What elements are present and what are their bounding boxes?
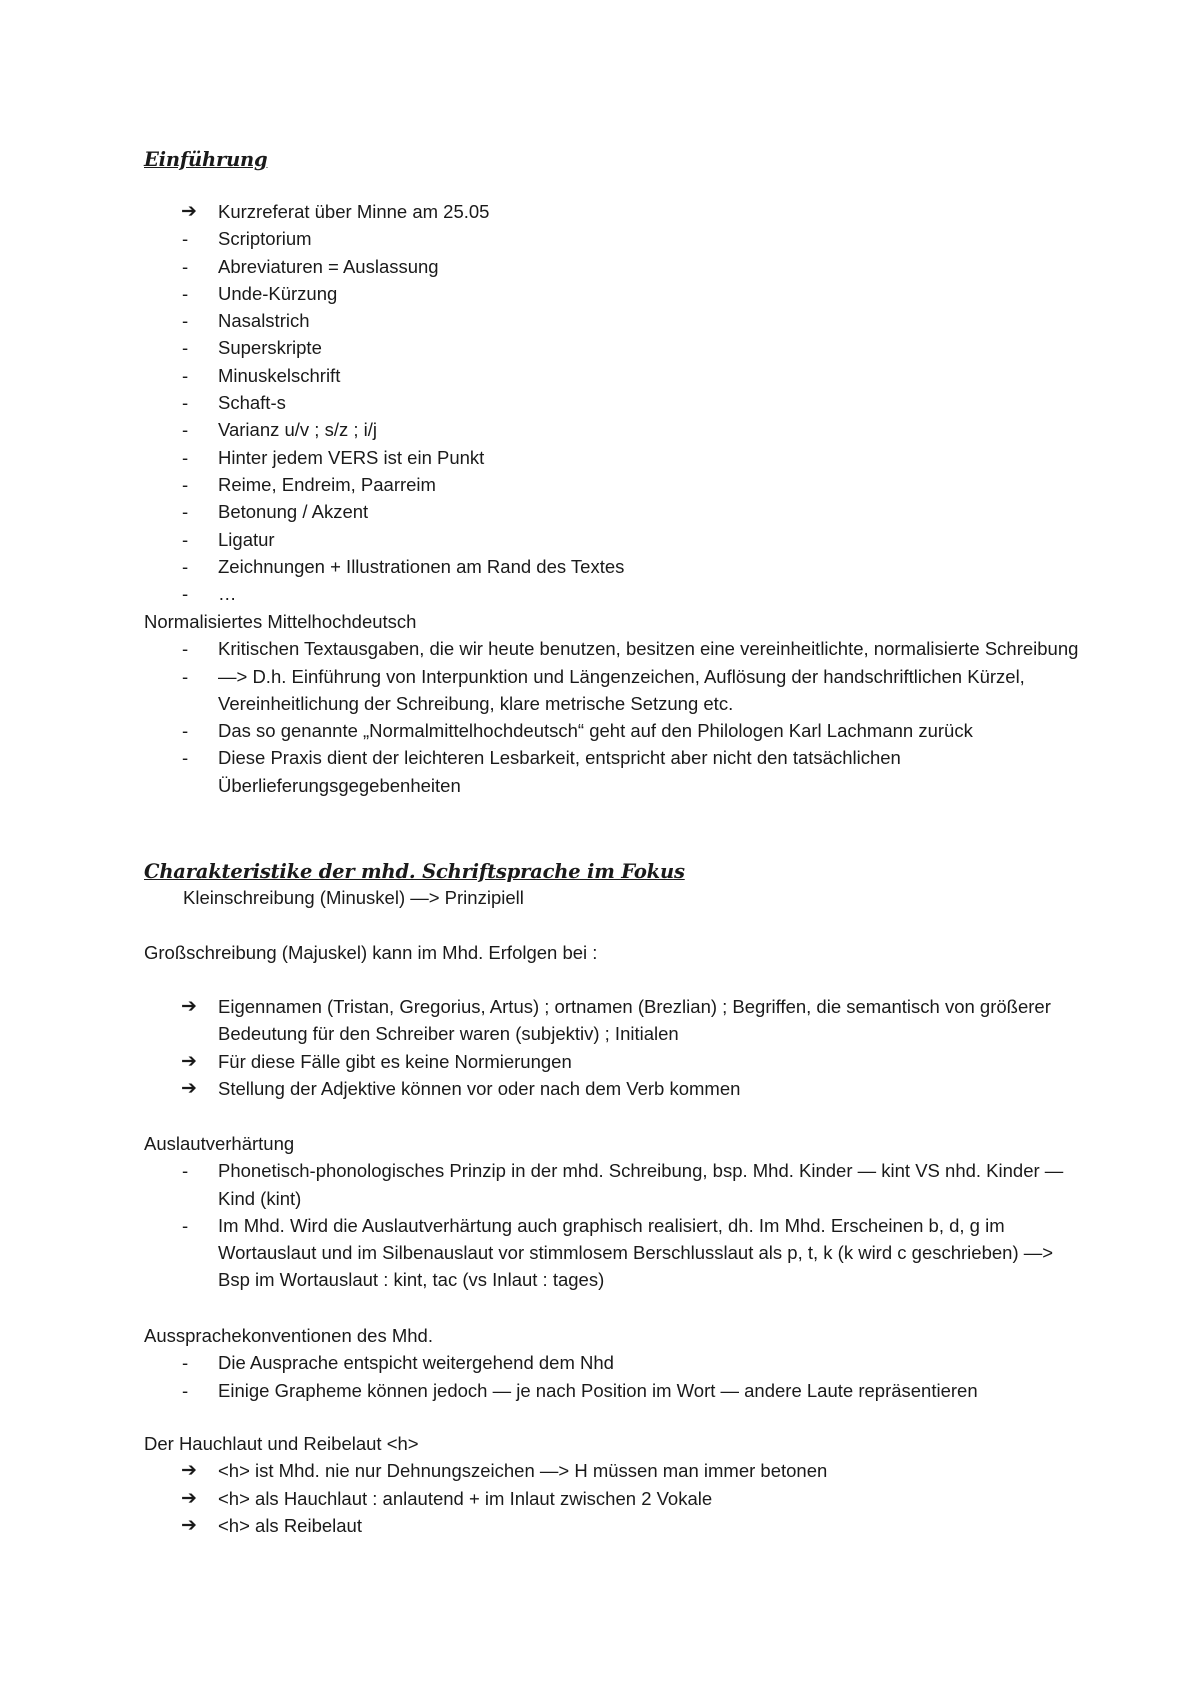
- heading-einfuehrung: Einführung: [144, 148, 268, 171]
- dash-bullet: -: [182, 1160, 189, 1182]
- list-item: ➔ Für diese Fälle gibt es keine Normierungen: [144, 1048, 1080, 1075]
- paragraph: Großschreibung (Majuskel) kann im Mhd. Erfolgen bei :: [144, 941, 598, 963]
- list-item: ➔ Eigennamen (Tristan, Gregorius, Artus) ; ortnamen (Brezlian) ; Begriffen, die semantisch von größerer Bedeutung für den Schreiber waren (subjektiv) ; Initialen: [144, 993, 1080, 1048]
- list-item: - Diese Praxis dient der leichteren Lesbarkeit, entspricht aber nicht den tatsächlichen Überlieferungsgegebenheiten: [144, 744, 1080, 799]
- list-item: - Minuskelschrift: [144, 362, 1080, 389]
- list-item: - Die Ausprache entspicht weitergehend dem Nhd: [144, 1349, 1080, 1376]
- section-title: Auslautverhärtung: [144, 1133, 295, 1154]
- list-item: - Reime, Endreim, Paarreim: [144, 471, 1080, 498]
- list-item: - Superskripte: [144, 334, 1080, 361]
- dash-bullet: -: [182, 528, 189, 550]
- dash-bullet: -: [182, 720, 189, 742]
- section-einfuehrung-list: [144, 198, 1080, 607]
- subline: Kleinschreibung (Minuskel) —> Prinzipiell: [183, 887, 524, 908]
- list-item: - Schaft-s: [144, 389, 1080, 416]
- list-item: - Nasalstrich: [144, 307, 1080, 334]
- dash-bullet: -: [182, 364, 189, 386]
- list-item: - Hinter jedem VERS ist ein Punkt: [144, 444, 1080, 471]
- section-normalisiertes-mhd: [144, 608, 1080, 799]
- dash-bullet: -: [182, 228, 189, 250]
- section-title: Der Hauchlaut und Reibelaut <h>: [144, 1433, 419, 1454]
- list-item: - Einige Grapheme können jedoch — je nach Position im Wort — andere Laute repräsentieren: [144, 1377, 1080, 1404]
- dash-bullet: -: [182, 337, 189, 359]
- section-auslautverhaertung: [144, 1130, 1080, 1294]
- heading-charakteristike: Charakteristike der mhd. Schriftsprache im Fokus: [144, 860, 685, 883]
- dash-bullet: -: [182, 555, 189, 577]
- dash-bullet: -: [182, 638, 189, 660]
- dash-bullet: -: [182, 1352, 189, 1374]
- arrow-icon: ➔: [181, 996, 197, 1018]
- list-item: - Ligatur: [144, 526, 1080, 553]
- dash-bullet: -: [182, 419, 189, 441]
- section-title: Normalisiertes Mittelhochdeutsch: [144, 611, 417, 632]
- section-charakteristike: [144, 884, 1080, 1102]
- list-item: ➔ <h> als Reibelaut: [144, 1512, 1080, 1539]
- list-item: - Abreviaturen = Auslassung: [144, 253, 1080, 280]
- section-hauchlaut-reibelaut: [144, 1430, 1080, 1539]
- list-item: ➔ <h> als Hauchlaut : anlautend + im Inlaut zwischen 2 Vokale: [144, 1485, 1080, 1512]
- dash-bullet: -: [182, 1379, 189, 1401]
- arrow-icon: ➔: [181, 1460, 197, 1482]
- dash-bullet: -: [182, 282, 189, 304]
- dash-bullet: -: [182, 473, 189, 495]
- arrow-icon: ➔: [181, 1514, 197, 1536]
- arrow-icon: ➔: [181, 1078, 197, 1100]
- dash-bullet: -: [182, 665, 189, 687]
- list-item: - Zeichnungen + Illustrationen am Rand des Textes: [144, 553, 1080, 580]
- arrow-icon: ➔: [181, 1487, 197, 1509]
- list-item: - Kritischen Textausgaben, die wir heute benutzen, besitzen eine vereinheitlichte, normalisierte Schreibung: [144, 635, 1080, 662]
- list-item: - Betonung / Akzent: [144, 498, 1080, 525]
- dash-bullet: -: [182, 501, 189, 523]
- dash-bullet: -: [182, 747, 189, 769]
- list-item: ➔ Stellung der Adjektive können vor oder nach dem Verb kommen: [144, 1075, 1080, 1102]
- list-item: - Phonetisch-phonologisches Prinzip in der mhd. Schreibung, bsp. Mhd. Kinder — kint VS nhd. Kinder — Kind (kint): [144, 1157, 1080, 1212]
- list-item: - —> D.h. Einführung von Interpunktion und Längenzeichen, Auflösung der handschriftlichen Kürzel, Vereinheitlichung der Schreibung, klare metrische Setzung etc.: [144, 663, 1080, 718]
- list-item: ➔ Kurzreferat über Minne am 25.05: [144, 198, 1080, 225]
- section-title: Aussprachekonventionen des Mhd.: [144, 1325, 433, 1346]
- list-item: ➔ <h> ist Mhd. nie nur Dehnungszeichen —> H müssen man immer betonen: [144, 1457, 1080, 1484]
- dash-bullet: -: [182, 583, 189, 605]
- dash-bullet: -: [182, 1214, 189, 1236]
- list-item: - Das so genannte „Normalmittelhochdeutsch“ geht auf den Philologen Karl Lachmann zurück: [144, 717, 1080, 744]
- list-item: - …: [144, 580, 1080, 607]
- arrow-icon: ➔: [181, 1050, 197, 1072]
- section-aussprachekonventionen: [144, 1322, 1080, 1404]
- list-item: - Im Mhd. Wird die Auslautverhärtung auch graphisch realisiert, dh. Im Mhd. Erscheinen b, d, g im Wortauslaut und im Silbenauslaut vor stimmlosem Berschlusslaut als p, t, k (k wird c geschrieben) —> Bsp im Wortauslaut : kint, tac (vs Inlaut : tages): [144, 1212, 1080, 1294]
- dash-bullet: -: [182, 392, 189, 414]
- arrow-icon: ➔: [181, 201, 197, 222]
- list-item: - Unde-Kürzung: [144, 280, 1080, 307]
- dash-bullet: -: [182, 310, 189, 332]
- list-item: - Varianz u/v ; s/z ; i/j: [144, 416, 1080, 443]
- dash-bullet: -: [182, 446, 189, 468]
- dash-bullet: -: [182, 255, 189, 277]
- list-item: - Scriptorium: [144, 225, 1080, 252]
